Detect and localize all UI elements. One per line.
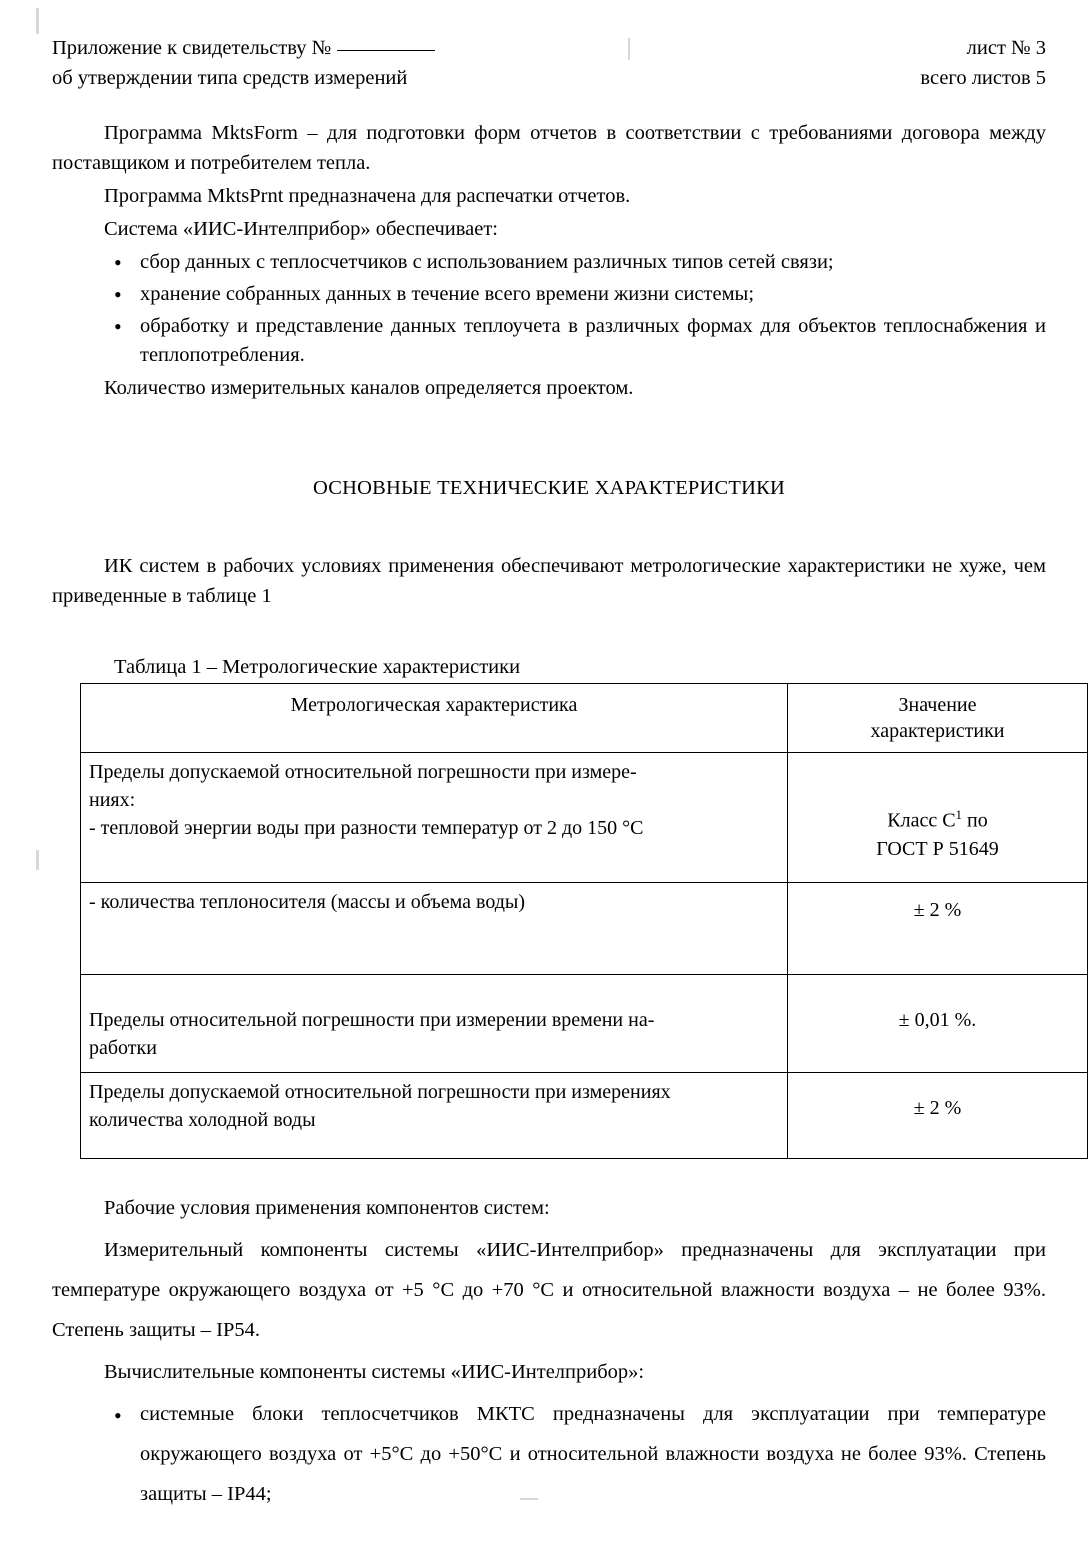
metrological-characteristics-table <box>80 683 1088 1159</box>
table-cell-characteristic <box>81 974 788 1072</box>
system-capabilities-list <box>52 248 1046 370</box>
header-left-line1: Приложение к свидетельству № <box>52 34 435 64</box>
paragraph-measuring-components: Измерительный компоненты системы «ИИС-Интелприбор» предназначены для эксплуатации при температуре окружающего воздуха от +5 °С до +70 °С и относительной влажности воздуха – не более 93%. Степень защиты – IP54. <box>52 1238 1046 1341</box>
table-cell-value <box>788 1072 1088 1158</box>
header-left <box>52 34 435 93</box>
paragraph-mktsprnt: Программа MktsPrnt предназначена для распечатки отчетов. <box>104 184 631 207</box>
table-row <box>81 1072 1088 1158</box>
list-item: • сбор данных с теплосчетчиков с использованием различных типов сетей связи; <box>52 248 1046 277</box>
list-item: • системные блоки теплосчетчиков МКТС предназначены для эксплуатации при температуре окружающего воздуха от +5°С до +50°С и относительной влажности воздуха не более 93%. Степень защиты – IP44; <box>52 1395 1046 1515</box>
table-cell-characteristic <box>81 1072 788 1158</box>
row1-value-suffix: по <box>962 809 988 832</box>
table-cell-value <box>788 882 1088 974</box>
table-caption: Таблица 1 – Метрологические характеристики <box>114 655 521 678</box>
table-cell-value <box>788 752 1088 882</box>
paragraph-computing-components: Вычислительные компоненты системы «ИИС-Интелприбор»: <box>104 1360 645 1383</box>
row2-value: ± 2 % <box>913 898 962 921</box>
paragraph-system-provides: Система «ИИС-Интелприбор» обеспечивает: <box>104 217 498 240</box>
paragraph-channels-count: Количество измерительных каналов определяется проектом. <box>104 377 634 400</box>
table-row <box>81 752 1088 882</box>
section-title: ОСНОВНЫЕ ТЕХНИЧЕСКИЕ ХАРАКТЕРИСТИКИ <box>312 477 786 500</box>
paragraph-mktsform: Программа MktsForm – для подготовки форм отчетов в соответствии с требованиями договора между поставщиком и потребителем тепла. <box>52 122 1046 174</box>
list-item: • хранение собранных данных в течение всего времени жизни системы; <box>52 280 1046 309</box>
header-right <box>920 34 1046 93</box>
sheet-number: лист № 3 <box>966 37 1046 59</box>
row1-value-superscript: 1 <box>955 806 963 822</box>
scan-artifact <box>36 8 39 34</box>
computing-components-list <box>52 1395 1046 1515</box>
paragraph-intro: ИК систем в рабочих условиях применения обеспечивают метрологические характеристики не хуже, чем приведенные в таблице 1 <box>52 555 1046 608</box>
table-cell-characteristic <box>81 882 788 974</box>
scan-artifact <box>628 38 630 60</box>
table-cell-value <box>788 974 1088 1072</box>
table-row <box>81 974 1088 1072</box>
table-header-characteristic: Метрологическая характеристика <box>81 683 788 752</box>
row1-line3: - тепловой энергии воды при разности температур от 2 до 150 °С <box>89 816 644 839</box>
table-row <box>81 882 1088 974</box>
fill-in-blank <box>337 49 435 51</box>
header-left-line2: об утверждении типа средств измерений <box>52 66 408 89</box>
table-cell-characteristic <box>81 752 788 882</box>
table-header-value-line2: характеристики <box>870 719 1005 742</box>
row1-line2: ниях: <box>89 788 136 811</box>
row3-line1: Пределы относительной погрешности при измерении времени на- <box>89 1008 655 1031</box>
operating-conditions-block <box>52 1189 1046 1515</box>
table-header-row <box>81 683 1088 752</box>
table-header-value-line1: Значение <box>898 693 977 716</box>
row1-value-line1 <box>796 758 1079 835</box>
row1-value-line2: ГОСТ Р 51649 <box>876 837 999 860</box>
table-header-value <box>788 683 1088 752</box>
paragraph-operating-conditions: Рабочие условия применения компонентов систем: <box>104 1196 550 1219</box>
document-header <box>52 34 1046 93</box>
intro-body <box>52 119 1046 403</box>
row4-line1: Пределы допускаемой относительной погрешности при измерениях <box>89 1080 671 1103</box>
row3-value: ± 0,01 %. <box>898 1008 977 1031</box>
row1-value-prefix: Класс С <box>887 809 956 832</box>
row3-line2: работки <box>89 1036 157 1059</box>
scan-artifact <box>36 850 39 870</box>
total-sheets: всего листов 5 <box>920 66 1046 89</box>
row4-line2: количества холодной воды <box>89 1108 316 1131</box>
section-intro <box>52 552 1046 611</box>
list-item: • обработку и представление данных теплоучета в различных формах для объектов теплоснабжения и теплопотребления. <box>52 312 1046 370</box>
row1-line1: Пределы допускаемой относительной погрешности при измере- <box>89 760 637 783</box>
row4-value: ± 2 % <box>913 1096 962 1119</box>
row2-line1: - количества теплоносителя (массы и объема воды) <box>89 890 526 913</box>
